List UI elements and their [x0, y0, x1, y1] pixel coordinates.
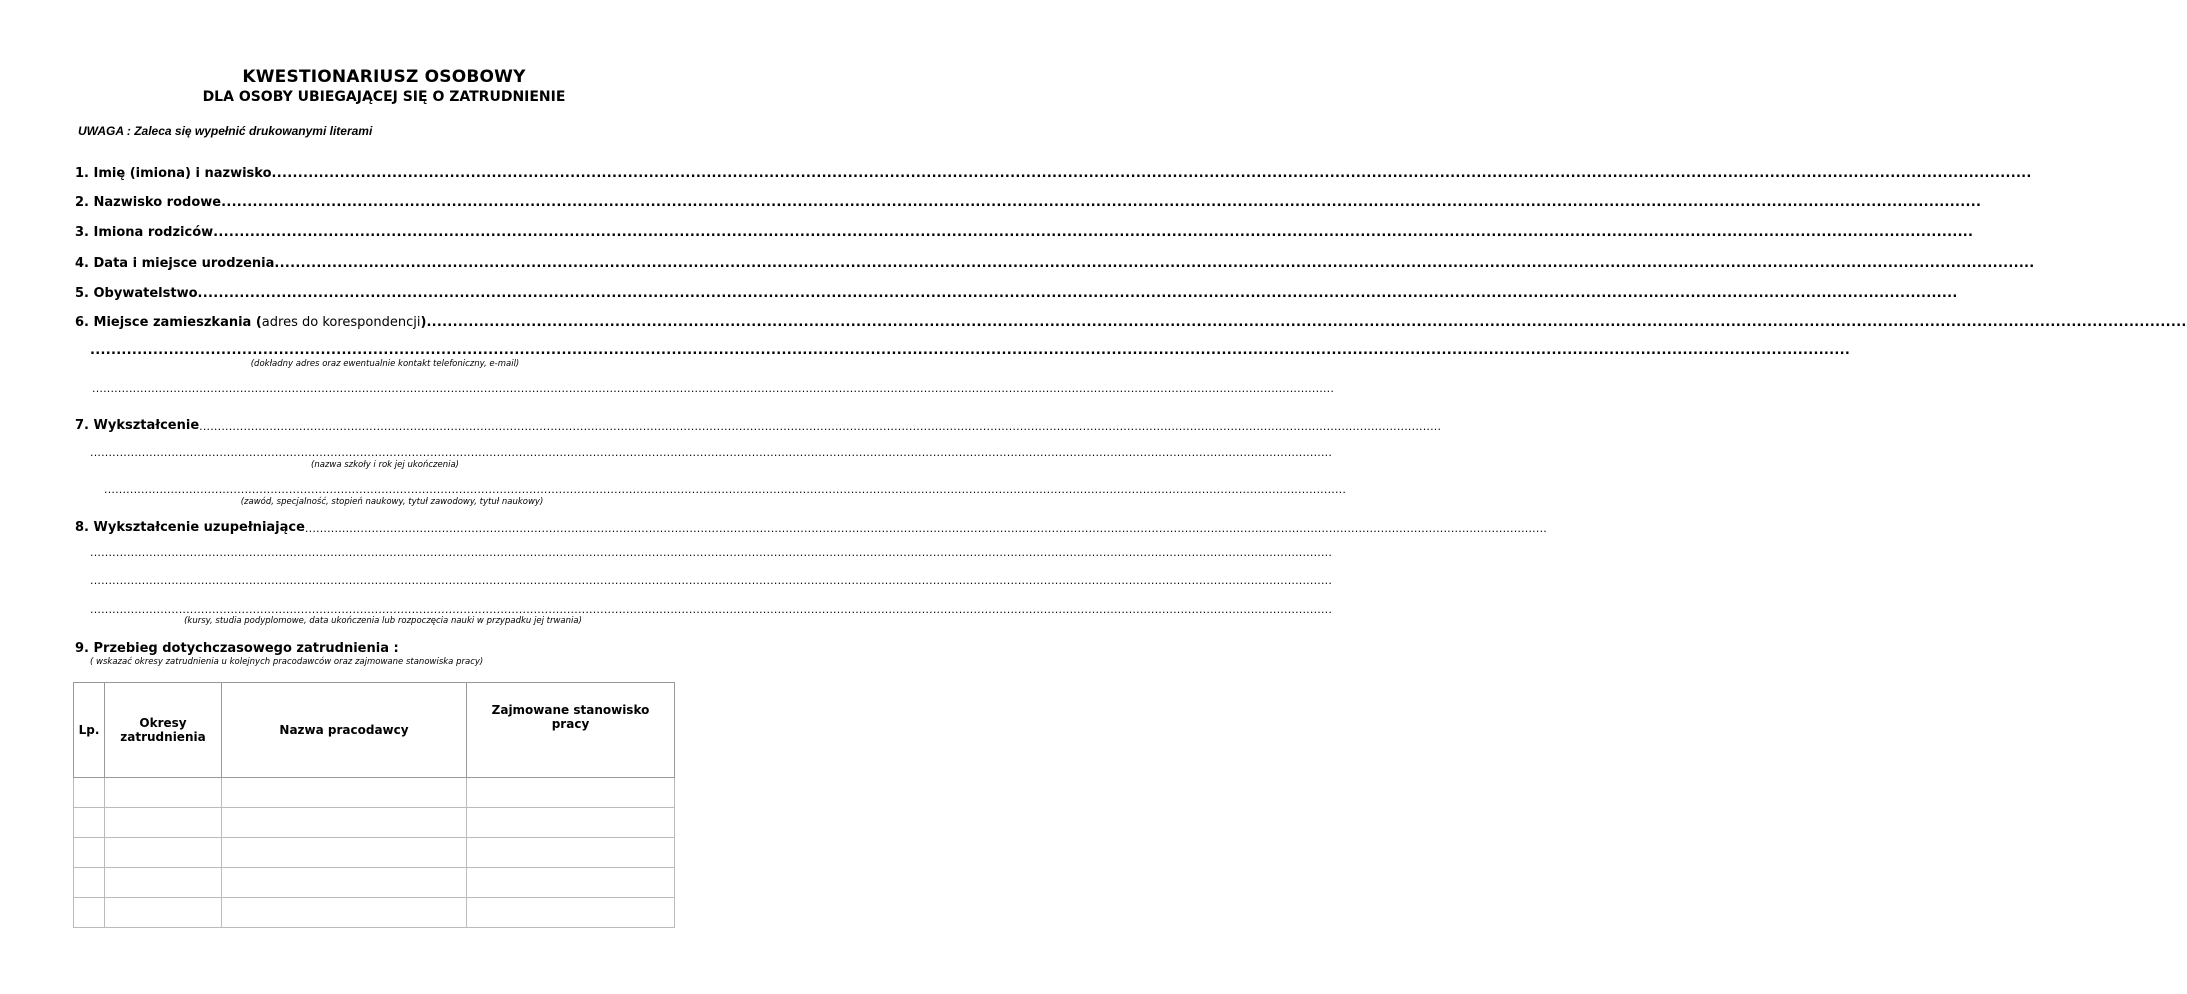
employment-table — [73, 682, 675, 928]
field-label: 4. Data i miejsce urodzenia — [75, 256, 275, 271]
field-caption: (nazwa szkoły i rok jej ukończenia) — [311, 460, 459, 470]
field-maiden-name[interactable] — [75, 195, 1982, 210]
table-row — [74, 808, 675, 838]
column-header-periods: Okresy zatrudnienia — [105, 683, 222, 778]
fill-line[interactable]: ................................................................................................................................................................................................................................................................................................................................................ — [90, 446, 1333, 459]
table-cell[interactable] — [74, 778, 105, 808]
table-cell[interactable] — [222, 808, 467, 838]
field-parents-names[interactable] — [75, 225, 1974, 240]
fill-line: ................................................................................................................................................................................................................................................................................................................................................ — [274, 256, 2035, 271]
table-header-row — [74, 683, 675, 778]
field-label: 7. Wykształcenie — [75, 418, 200, 433]
field-caption: (dokładny adres oraz ewentualnie kontakt telefoniczny, e-mail) — [250, 359, 520, 369]
field-address[interactable] — [75, 315, 2187, 330]
table-cell[interactable] — [74, 868, 105, 898]
fill-line[interactable]: ................................................................................................................................................................................................................................................................................................................................................ — [104, 483, 1347, 496]
table-cell[interactable] — [222, 778, 467, 808]
fill-line[interactable]: ................................................................................................................................................................................................................................................................................................................................................ — [90, 574, 1333, 587]
table-row — [74, 838, 675, 868]
table-cell[interactable] — [467, 778, 675, 808]
fill-line[interactable]: ................................................................................................................................................................................................................................................................................................................................................ — [90, 546, 1333, 559]
fill-line: ................................................................................................................................................................................................................................................................................................................................................ — [221, 195, 1982, 210]
section-employment-caption: ( wskazać okresy zatrudnienia u kolejnych pracodawców oraz zajmowane stanowiska pracy) — [90, 657, 484, 667]
table-cell[interactable] — [74, 898, 105, 928]
table-cell[interactable] — [467, 808, 675, 838]
field-label: 5. Obywatelstwo — [75, 286, 198, 301]
table-cell[interactable] — [467, 868, 675, 898]
table-cell[interactable] — [222, 868, 467, 898]
table-row — [74, 868, 675, 898]
fill-line[interactable]: ................................................................................................................................................................................................................................................................................................................................................ — [90, 343, 1851, 358]
field-education[interactable] — [75, 418, 1442, 433]
form-note: UWAGA : Zaleca się wypełnić drukowanymi literami — [78, 124, 373, 138]
table-row — [74, 778, 675, 808]
field-label: 6. Miejsce zamieszkania (adres do korespondencji) — [75, 315, 427, 330]
column-header-employer: Nazwa pracodawcy — [222, 683, 467, 778]
field-name[interactable] — [75, 166, 2032, 181]
table-cell[interactable] — [105, 868, 222, 898]
field-birth-date-place[interactable] — [75, 256, 2035, 271]
field-additional-education[interactable] — [75, 520, 1547, 535]
fill-line[interactable]: ................................................................................................................................................................................................................................................................................................................................................ — [90, 603, 1333, 616]
table-cell[interactable] — [222, 838, 467, 868]
fill-line: ................................................................................................................................................................................................................................................................................................................................................ — [199, 420, 1442, 433]
table-cell[interactable] — [467, 898, 675, 928]
fill-line: ................................................................................................................................................................................................................................................................................................................................................ — [426, 315, 2187, 330]
table-cell[interactable] — [74, 808, 105, 838]
fill-line: ................................................................................................................................................................................................................................................................................................................................................ — [213, 225, 1974, 240]
table-cell[interactable] — [105, 838, 222, 868]
field-citizenship[interactable] — [75, 286, 1958, 301]
field-label: 3. Imiona rodziców — [75, 225, 214, 240]
field-caption: (kursy, studia podyplomowe, data ukończenia lub rozpoczęcia nauki w przypadku jej trwania) — [184, 616, 582, 626]
table-cell[interactable] — [105, 898, 222, 928]
fill-line[interactable]: ................................................................................................................................................................................................................................................................................................................................................ — [92, 382, 1335, 395]
table-cell[interactable] — [105, 808, 222, 838]
fill-line: ................................................................................................................................................................................................................................................................................................................................................ — [271, 166, 2032, 181]
table-cell[interactable] — [467, 838, 675, 868]
form-subtitle: DLA OSOBY UBIEGAJĄCEJ SIĘ O ZATRUDNIENIE — [202, 89, 566, 105]
table-cell[interactable] — [74, 838, 105, 868]
table-cell[interactable] — [222, 898, 467, 928]
fill-line: ................................................................................................................................................................................................................................................................................................................................................ — [197, 286, 1958, 301]
table-cell[interactable] — [105, 778, 222, 808]
column-header-lp: Lp. — [74, 683, 105, 778]
section-employment-title: 9. Przebieg dotychczasowego zatrudnienia : — [75, 641, 399, 656]
fill-line: ................................................................................................................................................................................................................................................................................................................................................ — [304, 522, 1547, 535]
field-label: 2. Nazwisko rodowe — [75, 195, 222, 210]
form-title: KWESTIONARIUSZ OSOBOWY — [242, 67, 526, 87]
column-header-position: Zajmowane stanowisko pracy — [467, 683, 675, 778]
table-row — [74, 898, 675, 928]
field-caption: (zawód, specjalność, stopień naukowy, tytuł zawodowy, tytuł naukowy) — [240, 497, 544, 507]
field-label: 1. Imię (imiona) i nazwisko — [75, 166, 272, 181]
field-label: 8. Wykształcenie uzupełniające — [75, 520, 305, 535]
